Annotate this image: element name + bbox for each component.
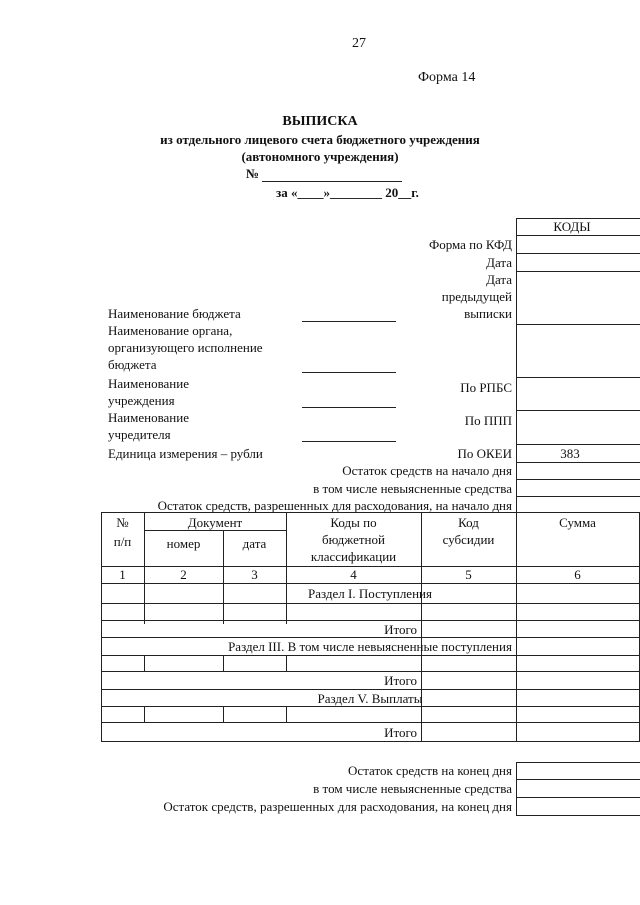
institution-name-field[interactable] (302, 407, 396, 408)
col-number-5: 5 (465, 567, 472, 582)
end-allowed-label: Остаток средств, разрешенных для расходования, на конец дня (163, 799, 512, 814)
budget-name-field[interactable] (302, 321, 396, 322)
prev-date-label-3: выписки (464, 306, 512, 321)
okei-label: По ОКЕИ (457, 446, 512, 461)
section-3-total-label: Итого (384, 673, 417, 688)
prev-date-label-2: предыдущей (441, 289, 512, 304)
col-codes-header-3: классификации (310, 549, 397, 564)
organ-name-label-2: организующего исполнение (108, 340, 263, 355)
document-title: ВЫПИСКА (282, 114, 358, 129)
col-subsidy-header-2: субсидии (442, 532, 495, 547)
section-1-title: Раздел I. Поступления (308, 586, 432, 601)
organ-name-label-3: бюджета (108, 357, 157, 372)
end-balance-label: Остаток средств на конец дня (348, 763, 512, 778)
number-label: № (246, 166, 260, 181)
end-unclear-label: в том числе невыясненные средства (313, 781, 512, 796)
okei-value: 383 (560, 446, 580, 461)
page-number: 27 (352, 36, 366, 51)
col-no-header-1: № (116, 515, 129, 530)
col-number-4: 4 (350, 567, 357, 582)
organ-name-field[interactable] (302, 372, 396, 373)
date-line: за «____»________ 20__г. (276, 185, 419, 200)
col-no-header-2: п/п (113, 534, 132, 549)
col-codes-header-1: Коды по (330, 515, 377, 530)
col-doc-date-header: дата (242, 536, 267, 551)
start-unclear-label: в том числе невыясненные средства (313, 481, 512, 496)
col-doc-number-header: номер (166, 536, 201, 551)
budget-name-label: Наименование бюджета (108, 306, 241, 321)
date-code-label: Дата (486, 255, 512, 270)
section-5-title: Раздел V. Выплаты (317, 691, 423, 706)
col-number-2: 2 (180, 567, 187, 582)
codes-header: КОДЫ (553, 219, 591, 234)
col-document-header: Документ (187, 515, 243, 530)
codes-box-left-border (516, 218, 517, 512)
col-codes-header-2: бюджетной (322, 532, 385, 547)
col-sum-header: Сумма (559, 515, 596, 530)
number-field[interactable] (262, 181, 402, 182)
section-5-total-label: Итого (384, 725, 417, 740)
prev-date-label-1: Дата (486, 272, 512, 287)
col-number-1: 1 (119, 567, 126, 582)
founder-name-field[interactable] (302, 441, 396, 442)
institution-name-label-2: учреждения (108, 393, 175, 408)
col-number-6: 6 (574, 567, 581, 582)
institution-name-label-1: Наименование (108, 376, 189, 391)
document-subtitle-2: (автономного учреждения) (241, 149, 399, 164)
section-3-title: Раздел III. В том числе невыясненные поступления (228, 639, 512, 654)
founder-name-label-1: Наименование (108, 410, 189, 425)
section-1-total-label: Итого (384, 622, 417, 637)
document-subtitle: из отдельного лицевого счета бюджетного учреждения (160, 132, 480, 147)
rpbs-label: По РПБС (460, 380, 512, 395)
start-allowed-label: Остаток средств, разрешенных для расходования, на начало дня (157, 498, 512, 513)
okud-label: Форма по КФД (428, 237, 512, 252)
form-label: Форма 14 (418, 70, 476, 85)
organ-name-label-1: Наименование органа, (108, 323, 233, 338)
founder-name-label-2: учредителя (108, 427, 171, 442)
unit-label: Единица измерения – рубли (108, 446, 263, 461)
ppp-label: По ППП (464, 413, 512, 428)
col-subsidy-header-1: Код (458, 515, 479, 530)
start-balance-label: Остаток средств на начало дня (342, 463, 512, 478)
col-number-3: 3 (251, 567, 258, 582)
